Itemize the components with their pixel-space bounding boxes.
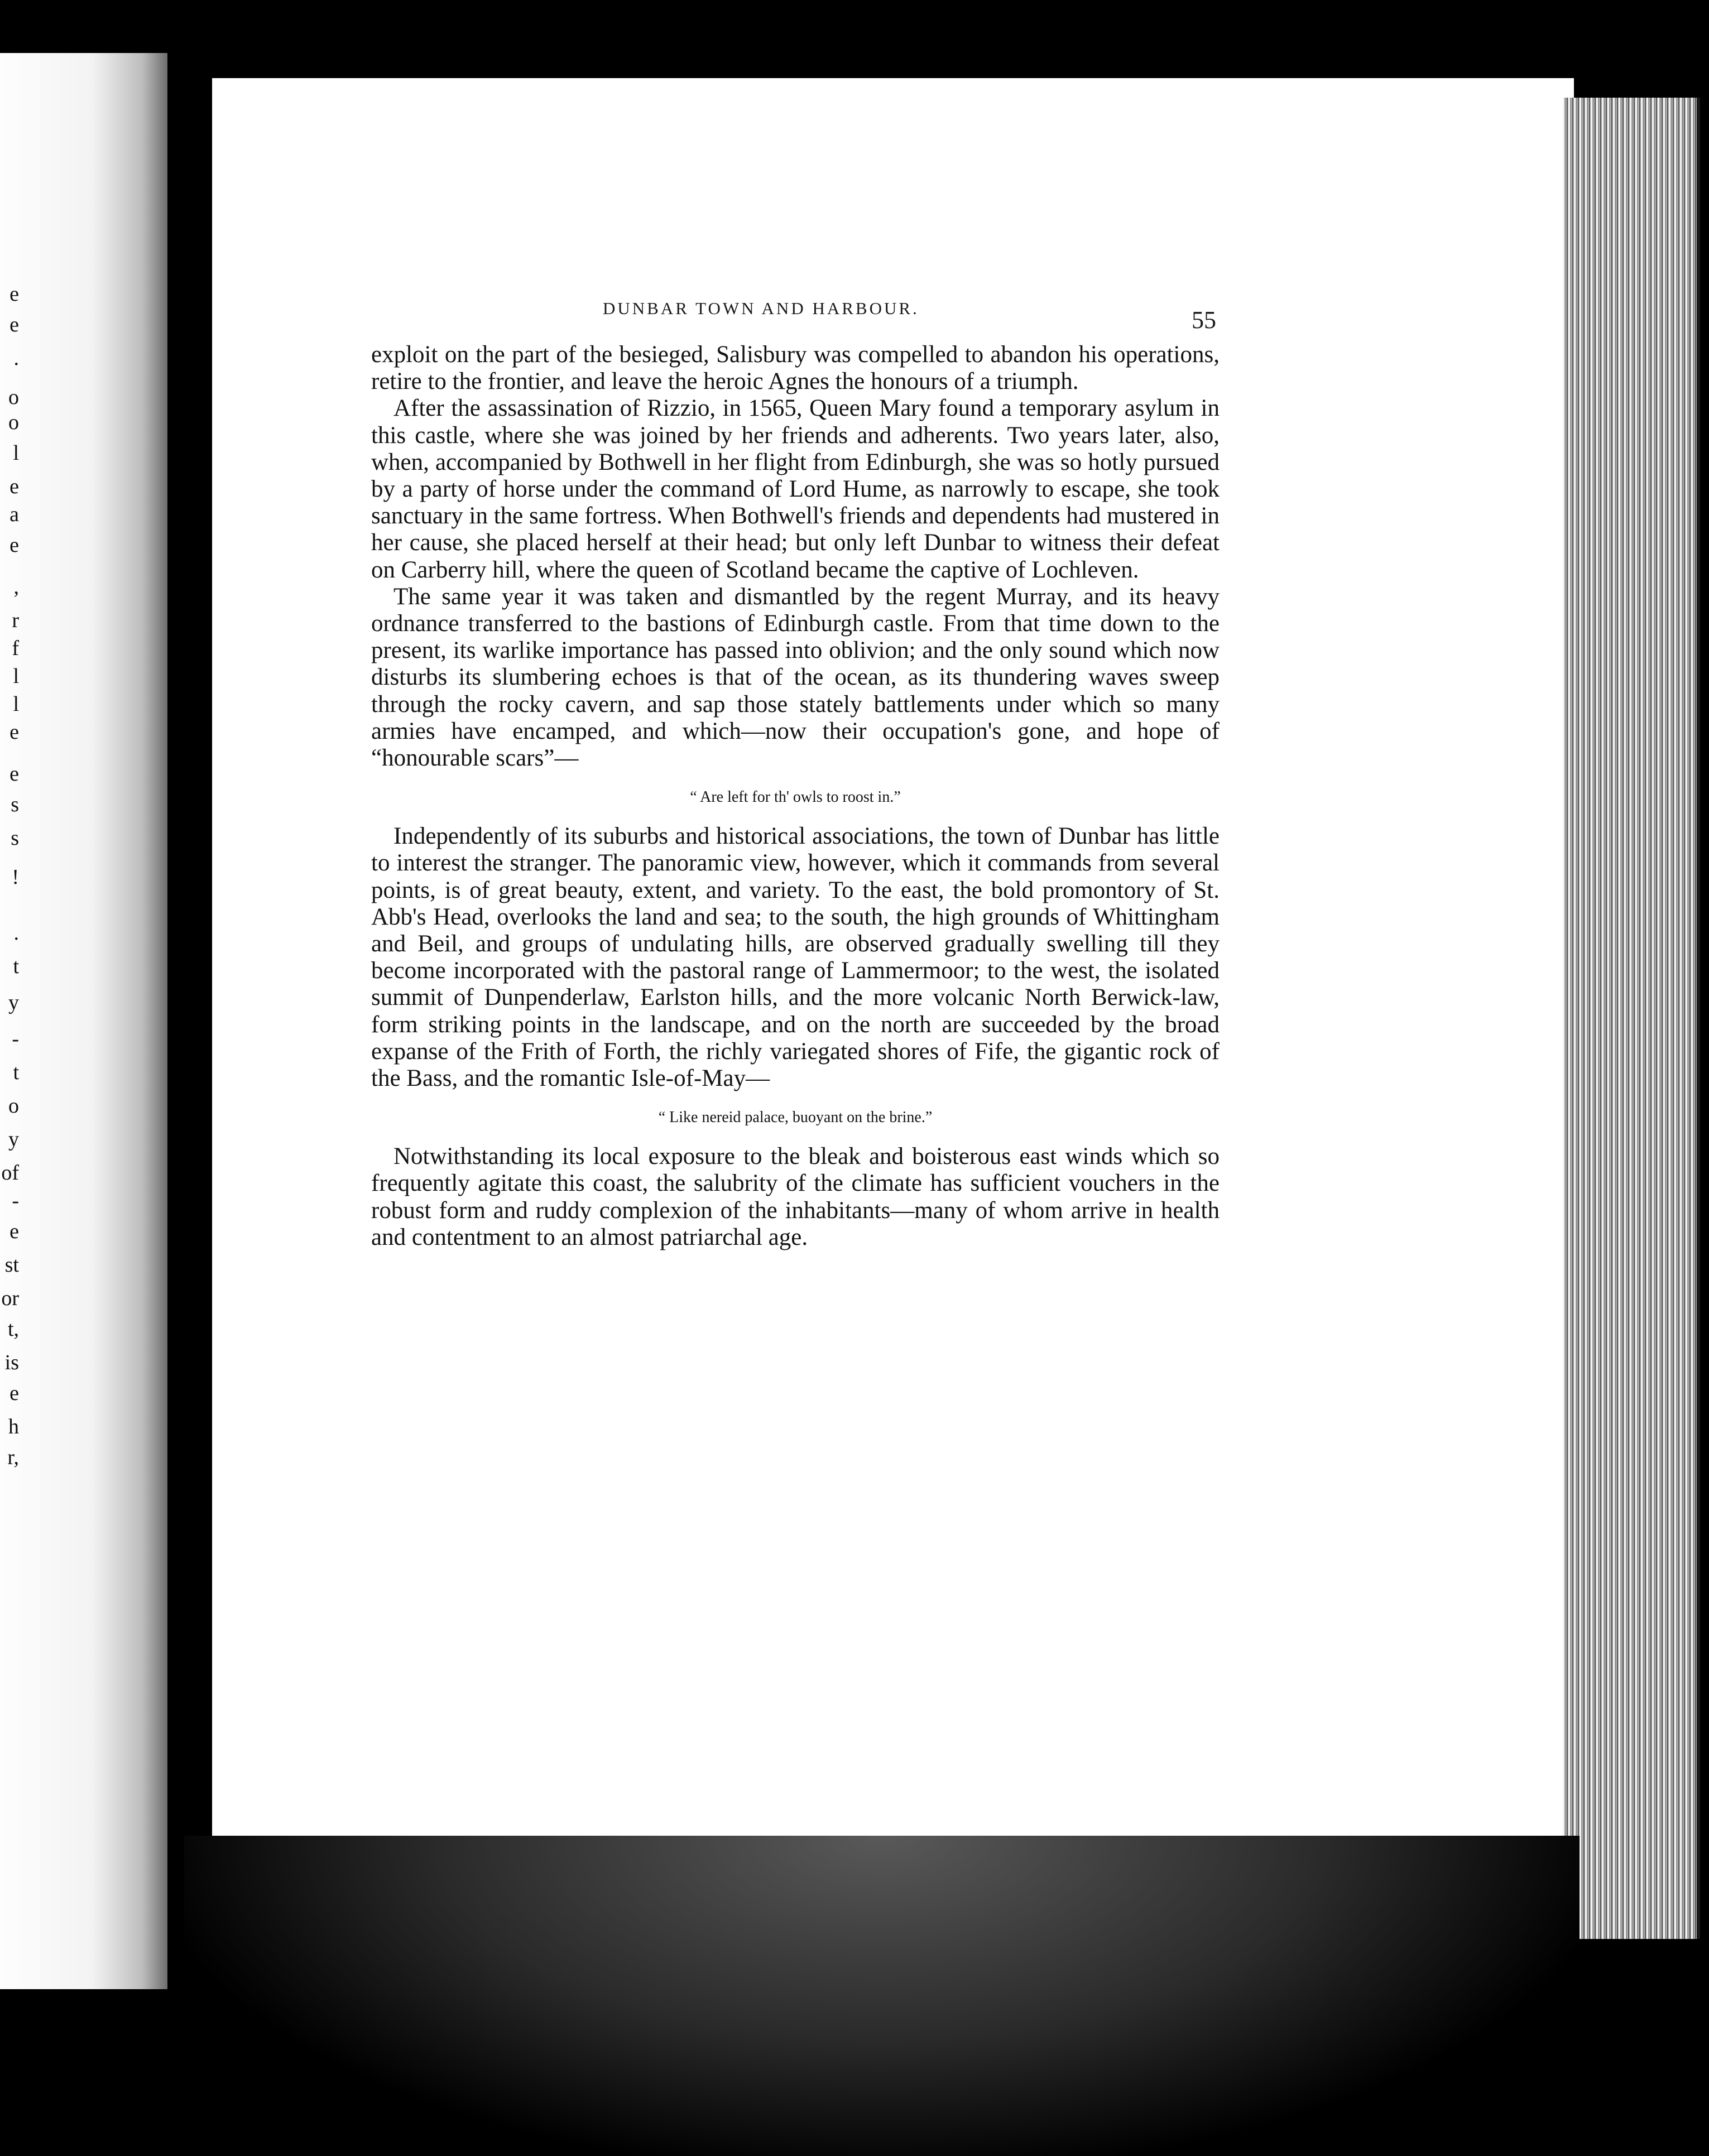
- left-page-fragment: o: [8, 411, 19, 434]
- left-page-fragment: y: [8, 1128, 19, 1151]
- left-page-fragment: r,: [7, 1446, 19, 1469]
- left-page-fragment: ,: [13, 575, 19, 599]
- page-number: 55: [1192, 306, 1216, 334]
- left-page-fragment: e: [9, 720, 19, 744]
- left-page-fragment: or: [1, 1287, 19, 1310]
- left-page-fragment: l: [13, 665, 19, 688]
- paragraph: The same year it was taken and dismantled by the regent Murray, and its heavy ordnance transferred to the bastions of Edinburgh castle. From that time down to the present, its warlike importance has passed into oblivion; and the only sound which now disturbs its slumbering echoes is that of the ocean, as its thundering waves sweep through the rocky cavern, and sap those stately battlements under which so many armies have encamped, and which—now their occupation's gone, and hope of “honourable scars”—: [371, 583, 1220, 772]
- left-page-fragment: s: [11, 793, 19, 816]
- left-page-fragment: e: [9, 1220, 19, 1243]
- left-page-fragment: st: [4, 1253, 19, 1277]
- paragraph: exploit on the part of the besieged, Salisbury was compelled to abandon his operations, retire to the frontier, and leave the heroic Agnes the honours of a triumph.: [371, 341, 1220, 395]
- left-page-fragment: -: [12, 1189, 19, 1212]
- paragraph: Independently of its suburbs and historical associations, the town of Dunbar has little to interest the stranger. The panoramic view, however, which it commands from several points, is of great beauty, extent, and variety. To the east, the bold promontory of St. Abb's Head, overlooks the land and sea; to the south, the high grounds of Whittingham and Beil, and groups of undulating hills, are observed gradually swelling till they become incorporated with the pastoral range of Lammermoor; to the west, the isolated summit of Dunpenderlaw, Earlston hills, and the more volcanic North Berwick-law, form striking points in the landscape, and on the north are succeeded by the broad expanse of the Frith of Forth, the richly variegated shores of Fife, the gigantic rock of the Bass, and the romantic Isle-of-May—: [371, 823, 1220, 1092]
- page-header: [603, 299, 1217, 326]
- left-page-fragment: t,: [7, 1317, 19, 1341]
- left-page-fragment: o: [8, 386, 19, 409]
- left-page-fragment: e: [9, 762, 19, 786]
- left-page-fragment: l: [13, 692, 19, 716]
- body-text: [371, 341, 1220, 1251]
- scan-bottom-shadow: [184, 1836, 1580, 2156]
- left-page-fragment: t: [13, 1061, 19, 1084]
- left-page-fragment: o: [8, 1094, 19, 1118]
- left-page-fragment: e: [9, 533, 19, 557]
- left-page-fragment: .: [13, 346, 19, 370]
- left-page-fragment: .: [13, 921, 19, 945]
- page-edge-stack: [1563, 98, 1700, 1939]
- left-page-fragment: y: [8, 991, 19, 1014]
- paragraph: Notwithstanding its local exposure to the bleak and boisterous east winds which so frequently agitate this coast, the salubrity of the climate has sufficient vouchers in the robust form and ruddy complexion of the inhabitants—many of whom arrive in health and contentment to an almost patriarchal age.: [371, 1143, 1220, 1250]
- left-page-fragment: a: [9, 503, 19, 526]
- running-head: DUNBAR TOWN AND HARBOUR.: [603, 299, 919, 318]
- block-quote: “ Like nereid palace, buoyant on the brine.”: [658, 1109, 933, 1127]
- left-page-fragment: l: [13, 441, 19, 465]
- left-page-fragment: e: [9, 282, 19, 306]
- block-quote: “ Are left for th' owls to roost in.”: [690, 788, 901, 806]
- left-page-fragment: r: [12, 609, 19, 632]
- left-facing-page: [0, 53, 167, 1989]
- left-page-fragment: -: [12, 1027, 19, 1051]
- left-page-fragment: s: [11, 826, 19, 850]
- left-page-fragment: h: [8, 1415, 19, 1438]
- left-page-fragment: e: [9, 1382, 19, 1405]
- left-page-text-fragments: [0, 53, 22, 1989]
- left-page-fragment: !: [12, 865, 19, 889]
- left-page-fragment: e: [9, 475, 19, 498]
- left-page-fragment: t: [13, 955, 19, 978]
- left-page-fragment: of: [1, 1161, 19, 1185]
- paragraph: After the assassination of Rizzio, in 1565, Queen Mary found a temporary asylum in this castle, where she was joined by her friends and adherents. Two years later, also, when, accompanied by Bothwell in her flight from Edinburgh, she was so hotly pursued by a party of horse under the command of Lord Hume, as narrowly to escape, she took sanctuary in the same fortress. When Bothwell's friends and dependents had mustered in her cause, she placed herself at their head; but only left Dunbar to witness their defeat on Carberry hill, where the queen of Scotland became the captive of Lochleven.: [371, 395, 1220, 583]
- left-page-fragment: e: [9, 313, 19, 336]
- left-page-fragment: f: [12, 637, 19, 660]
- left-page-fragment: is: [4, 1351, 19, 1374]
